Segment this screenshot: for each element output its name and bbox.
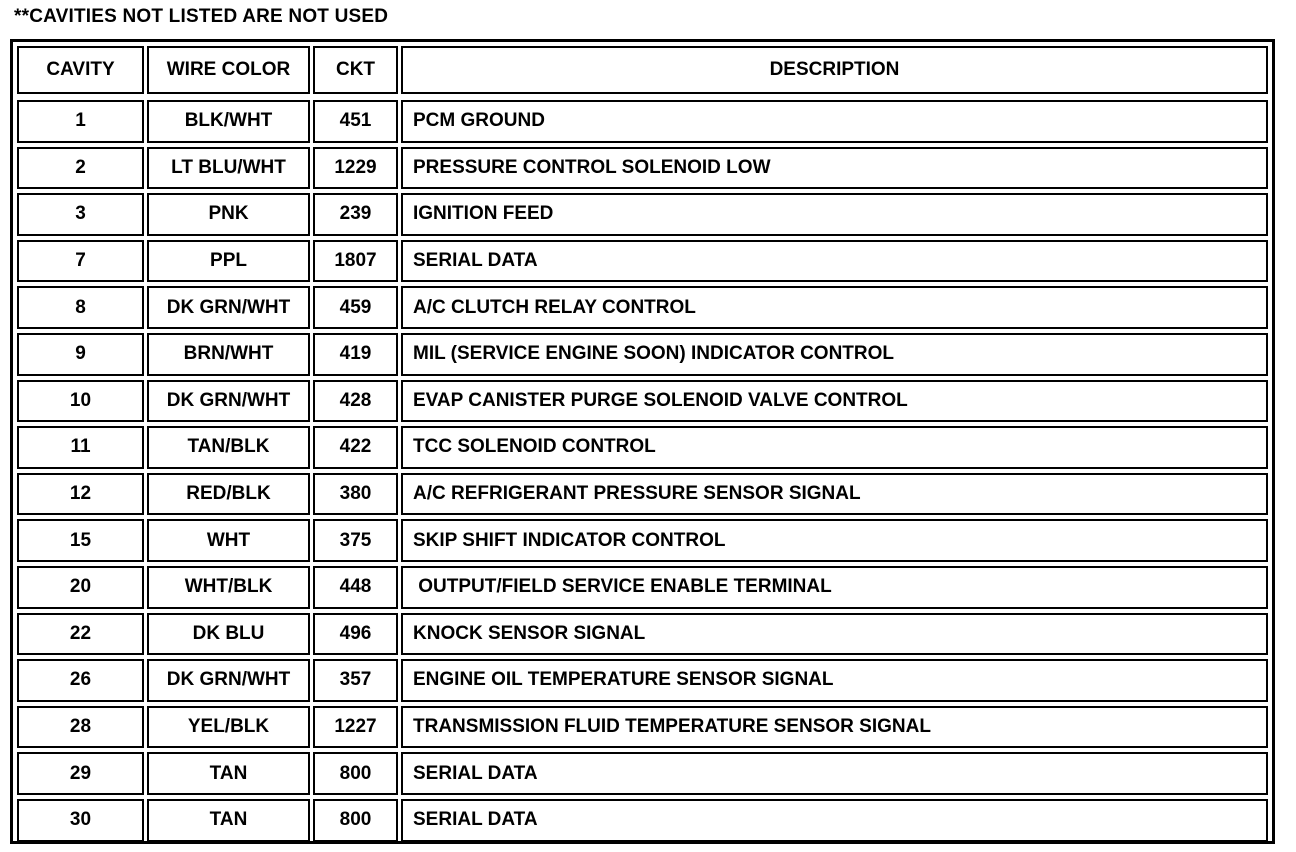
table-row [13,471,1272,518]
cell-wire-color: LT BLU/WHT [147,147,310,190]
cell-ckt: 448 [313,566,398,609]
cell-wire-color: DK GRN/WHT [147,380,310,423]
table-row [13,378,1272,425]
cell-cavity: 10 [17,380,144,423]
cell-cavity: 1 [17,100,144,143]
cell-wire-color: BRN/WHT [147,333,310,376]
cell-cavity: 7 [17,240,144,283]
cell-description: EVAP CANISTER PURGE SOLENOID VALVE CONTROL [401,380,1268,423]
cell-cavity: 3 [17,193,144,236]
cell-cavity: 22 [17,613,144,656]
header-description: DESCRIPTION [401,46,1268,94]
cell-description: MIL (SERVICE ENGINE SOON) INDICATOR CONTROL [401,333,1268,376]
table-row [13,517,1272,564]
cell-wire-color: DK BLU [147,613,310,656]
table-row [13,98,1272,145]
cell-ckt: 422 [313,426,398,469]
table-row [13,145,1272,192]
table-row [13,191,1272,238]
cell-description: A/C CLUTCH RELAY CONTROL [401,286,1268,329]
cell-ckt: 428 [313,380,398,423]
cell-cavity: 9 [17,333,144,376]
cell-wire-color: BLK/WHT [147,100,310,143]
cell-description: TRANSMISSION FLUID TEMPERATURE SENSOR SIGNAL [401,706,1268,749]
cell-ckt: 239 [313,193,398,236]
cell-wire-color: DK GRN/WHT [147,659,310,702]
cell-ckt: 1227 [313,706,398,749]
cell-cavity: 26 [17,659,144,702]
header-cavity: CAVITY [17,46,144,94]
cell-description: TCC SOLENOID CONTROL [401,426,1268,469]
cell-wire-color: TAN [147,752,310,795]
header-ckt: CKT [313,46,398,94]
cell-wire-color: TAN/BLK [147,426,310,469]
header-wire-color: WIRE COLOR [147,46,310,94]
table-row [13,704,1272,751]
cell-ckt: 800 [313,799,398,842]
table-row [13,424,1272,471]
cell-description: A/C REFRIGERANT PRESSURE SENSOR SIGNAL [401,473,1268,516]
cell-wire-color: TAN [147,799,310,842]
cell-wire-color: RED/BLK [147,473,310,516]
connector-pinout-table [10,39,1275,844]
cell-ckt: 375 [313,519,398,562]
cell-ckt: 1229 [313,147,398,190]
cell-description: KNOCK SENSOR SIGNAL [401,613,1268,656]
cell-ckt: 419 [313,333,398,376]
cell-cavity: 30 [17,799,144,842]
table-row [13,657,1272,704]
cell-description: SKIP SHIFT INDICATOR CONTROL [401,519,1268,562]
cell-description: OUTPUT/FIELD SERVICE ENABLE TERMINAL [401,566,1268,609]
cell-ckt: 357 [313,659,398,702]
cell-ckt: 1807 [313,240,398,283]
cell-wire-color: DK GRN/WHT [147,286,310,329]
table-header-row [13,42,1272,96]
cell-ckt: 496 [313,613,398,656]
cell-wire-color: PNK [147,193,310,236]
cell-ckt: 800 [313,752,398,795]
cell-description: PRESSURE CONTROL SOLENOID LOW [401,147,1268,190]
table-row [13,284,1272,331]
cell-cavity: 29 [17,752,144,795]
cell-description: SERIAL DATA [401,240,1268,283]
cell-cavity: 20 [17,566,144,609]
table-row [13,797,1272,844]
cell-description: SERIAL DATA [401,752,1268,795]
cell-cavity: 12 [17,473,144,516]
cell-ckt: 459 [313,286,398,329]
cell-wire-color: YEL/BLK [147,706,310,749]
cell-description: PCM GROUND [401,100,1268,143]
cell-wire-color: WHT/BLK [147,566,310,609]
cell-wire-color: WHT [147,519,310,562]
table-row [13,750,1272,797]
table-row [13,611,1272,658]
table-row [13,238,1272,285]
unused-cavities-note: **CAVITIES NOT LISTED ARE NOT USED [14,6,389,27]
cell-description: SERIAL DATA [401,799,1268,842]
cell-cavity: 8 [17,286,144,329]
table-row [13,564,1272,611]
cell-cavity: 15 [17,519,144,562]
cell-description: ENGINE OIL TEMPERATURE SENSOR SIGNAL [401,659,1268,702]
cell-ckt: 380 [313,473,398,516]
cell-cavity: 28 [17,706,144,749]
cell-cavity: 2 [17,147,144,190]
cell-wire-color: PPL [147,240,310,283]
cell-description: IGNITION FEED [401,193,1268,236]
cell-cavity: 11 [17,426,144,469]
cell-ckt: 451 [313,100,398,143]
table-row [13,331,1272,378]
